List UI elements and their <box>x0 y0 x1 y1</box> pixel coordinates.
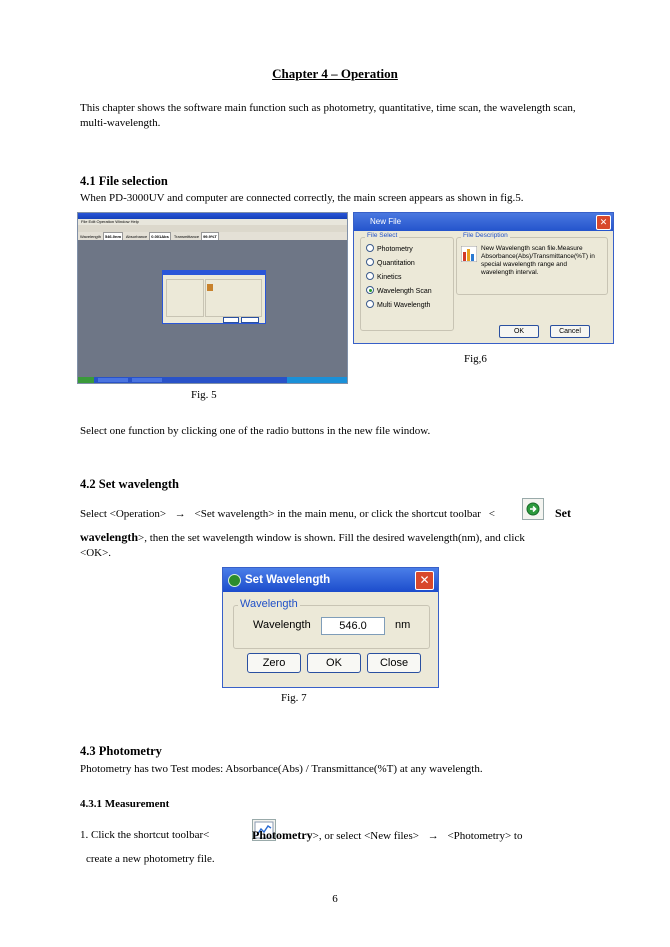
new-file-dialog-titlebar <box>354 213 613 231</box>
wavelength-legend: Wavelength <box>240 598 298 610</box>
wavelength-label: Wavelength <box>253 619 311 631</box>
section-4-2-line3: <OK>. <box>80 547 112 559</box>
set-wavelength-dialog <box>222 567 439 688</box>
intro-paragraph: This chapter shows the software main function such as photometry, quantitative, time scan, the wavelength scan, multi-wavelength. <box>80 102 576 129</box>
wavelength-input[interactable]: 546.0 <box>321 617 385 635</box>
fig5-caption: Fig. 5 <box>191 389 217 401</box>
step-1-line2: create a new photometry file. <box>86 853 215 865</box>
new-file-dialog-title: New File <box>370 217 402 226</box>
bar-chart-icon <box>461 246 477 262</box>
section-4-2-line2: wavelength>, then the set wavelength window is shown. Fill the desired wavelength(nm), and click <box>80 530 525 544</box>
section-4-3-heading: 4.3 Photometry <box>80 744 162 758</box>
close-icon[interactable]: ✕ <box>415 571 434 590</box>
cancel-button[interactable]: Cancel <box>550 325 590 338</box>
radio-kinetics[interactable]: Kinetics <box>366 272 402 281</box>
set-wavelength-title: Set Wavelength <box>245 574 331 586</box>
radio-wavelength-scan[interactable]: Wavelength Scan <box>366 286 432 295</box>
section-4-1-heading: 4.1 File selection <box>80 174 168 188</box>
section-4-2-line1: Select <Operation> → <Set wavelength> in the main menu, or click the shortcut toolbar < <box>80 508 495 520</box>
green-arrow-icon <box>228 574 241 587</box>
section-4-1-text: When PD-3000UV and computer are connected correctly, the main screen appears as shown in fig.5. <box>80 192 524 204</box>
radio-circle-icon <box>366 300 374 308</box>
fig6-caption: Fig,6 <box>464 353 487 365</box>
radio-circle-icon <box>366 258 374 266</box>
new-file-dialog <box>353 212 614 344</box>
set-wavelength-toolbar-button[interactable] <box>522 498 544 520</box>
section-4-1-instruction: Select one function by clicking one of the radio buttons in the new file window. <box>80 425 431 437</box>
section-4-3-text: Photometry has two Test modes: Absorbance(Abs) / Transmittance(%T) at any wavelength. <box>80 763 483 775</box>
main-window-screenshot <box>77 212 348 384</box>
close-icon[interactable]: ✕ <box>596 215 611 230</box>
main-window-menubar: File Edit Operation Window Help <box>78 219 347 225</box>
section-4-3-1-heading: 4.3.1 Measurement <box>80 798 170 810</box>
close-button[interactable]: Close <box>367 653 421 673</box>
fig7-caption: Fig. 7 <box>281 692 307 704</box>
ok-button[interactable]: OK <box>499 325 539 338</box>
radio-quantitation[interactable]: Quantitation <box>366 258 415 267</box>
file-description-text: New Wavelength scan file.Measure Absorbance(Abs)/Transmittance(%T) in special wavelength range and wavelength interval. <box>481 245 595 276</box>
file-description-legend: File Description <box>463 232 508 239</box>
main-window-status-bar: Wavelength 546.0nm Absorbance 0.001Abs Transmittance 99.9%T <box>78 232 347 240</box>
wavelength-unit: nm <box>395 619 411 631</box>
radio-multi-wavelength[interactable]: Multi Wavelength <box>366 300 430 309</box>
windows-taskbar <box>78 377 347 383</box>
file-select-legend: File Select <box>367 232 398 239</box>
set-label: Set <box>555 506 571 520</box>
section-4-2-heading: 4.2 Set wavelength <box>80 477 179 491</box>
step-1-line1: 1. Click the shortcut toolbar< <box>80 829 210 841</box>
page-number: 6 <box>332 893 338 905</box>
zero-button[interactable]: Zero <box>247 653 301 673</box>
main-window-toolbar <box>78 225 347 232</box>
radio-circle-icon <box>366 244 374 252</box>
radio-circle-icon <box>366 272 374 280</box>
new-file-dialog-thumbnail <box>162 270 266 324</box>
green-arrow-icon <box>523 499 543 519</box>
radio-photometry[interactable]: Photometry <box>366 244 413 253</box>
chapter-title: Chapter 4 – Operation <box>272 66 398 81</box>
step-1-line1-rest: Photometry>, or select <New files> → <Photometry> to <box>252 828 523 842</box>
set-wavelength-titlebar <box>223 568 438 592</box>
ok-button[interactable]: OK <box>307 653 361 673</box>
radio-selected-icon <box>366 286 374 294</box>
